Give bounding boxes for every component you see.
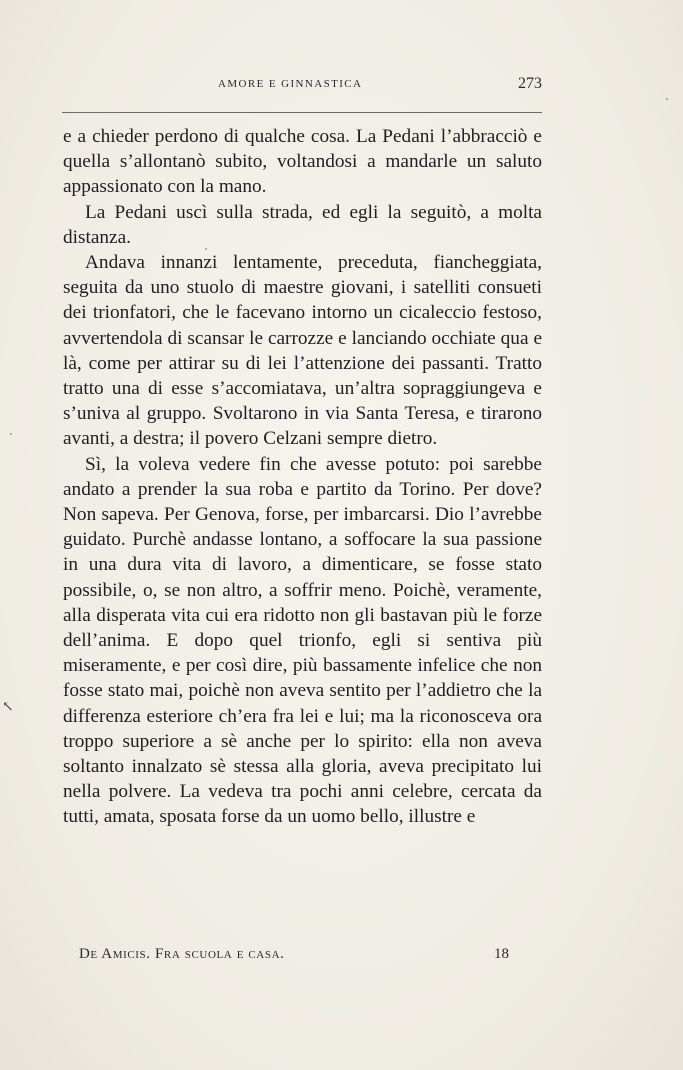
header-rule	[62, 112, 542, 113]
paper-speck	[205, 248, 207, 250]
paper-speck	[10, 433, 12, 435]
paragraph-3: Andava innanzi lentamente, preceduta, fiancheggiata, seguita da uno stuolo di maestre giovani, i satelliti consueti dei trionfatori, che le facevano intorno un cicaleccio festoso, avvertendola di scansar le carrozze e lanciando occhiate qua e là, come per attirar su di lei l’attenzione dei passanti. Tratto tratto una di esse s’accomiatava, un’altra sopraggiungeva e s’univa al gruppo. Svoltarono in via Santa Teresa, e tirarono avanti, a destra; il povero Celzani sempre dietro.	[63, 252, 542, 450]
paragraph-2: La Pedani uscì sulla strada, ed egli la seguitò, a molta distanza.	[63, 201, 542, 248]
running-head	[0, 76, 683, 96]
body-text	[63, 124, 542, 830]
paper-speck	[666, 98, 668, 100]
paragraph-1: e a chieder perdono di qualche cosa. La Pedani l’abbracciò e quella s’allontanò subito, voltandosi a mandarle un saluto appassionato con la mano.	[63, 126, 542, 198]
signature-line: De Amicis. Fra scuola e casa.	[79, 946, 285, 962]
paragraph-4: Sì, la voleva vedere fin che avesse potuto: poi sarebbe andato a prender la sua roba e partito da Torino. Per dove? Non sapeva. Per Genova, forse, per imbarcarsi. Dio l’avrebbe guidato. Purchè andasse lontano, a soffocare la sua passione in una dura vita di lavoro, a dimenticare, se fosse stato possibile, o, se non altro, a soffrir meno. Poichè, veramente, alla disperata vita cui era ridotto non gli bastavan più le forze dell’anima. E dopo quel trionfo, egli si sentiva più miseramente, e per così dire, più bassamente infelice che non fosse stato mai, poichè non aveva sentito per l’addietro che la differenza esteriore ch’era fra lei e lui; ma la riconosceva ora troppo superiore a sè anche per lo spirito: ella non aveva soltanto innalzato sè stessa alla gloria, aveva precipitato lui nella polvere. La vedeva tra pochi anni celebre, cercata da tutti, amata, sposata forse da un uomo bello, illustre e	[63, 453, 542, 828]
running-title: AMORE E GINNASTICA	[218, 78, 363, 90]
page-number: 273	[518, 75, 542, 92]
margin-mark-icon: ↖	[2, 699, 14, 715]
page-footer	[0, 946, 683, 970]
sheet-number: 18	[494, 946, 509, 962]
